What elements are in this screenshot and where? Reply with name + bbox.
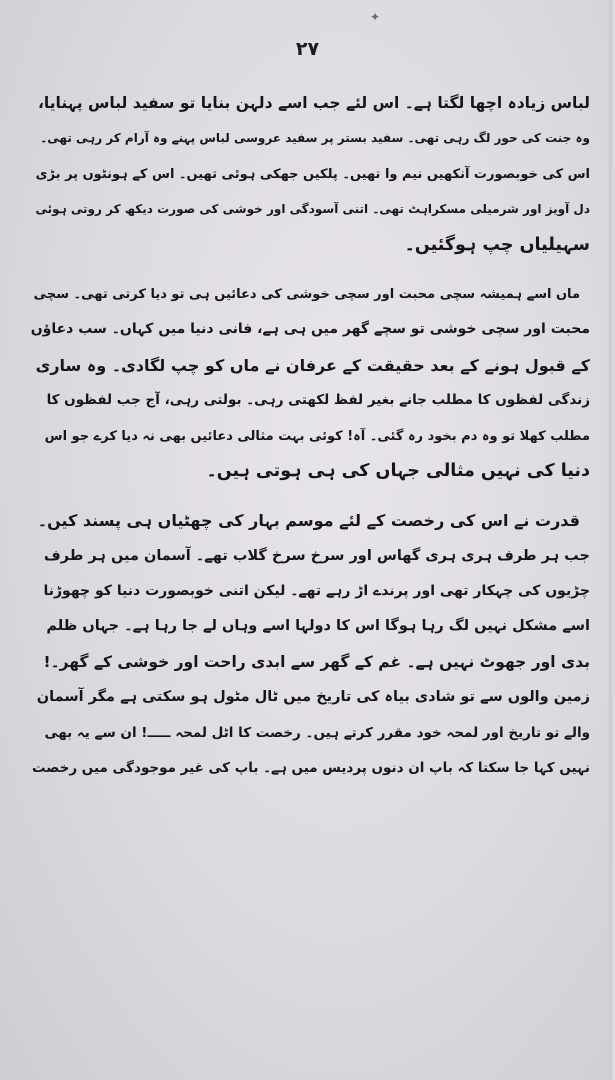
paragraph [30,503,590,538]
page-edge [609,0,615,1080]
text-line: محبت اور سچی خوشی تو سچے گھر میں ہی ہے، فانی دنیا میں کہاں۔ سب دعاؤں [30,321,590,338]
paragraph [30,539,590,787]
text-line: قدرت نے اس کی رخصت کے لئے موسم بہار کی چھٹیاں ہی پسند کیں۔ [37,511,580,531]
text-line: زمین والوں سے تو شادی بیاہ کی تاریخ میں ٹال مٹول ہو سکتی ہے مگر آسمان [36,689,590,706]
text-line: لباس زیادہ اچھا لگتا ہے۔ اس لئے جب اسے دلہن بنایا تو سفید لباس پہنایا، [38,94,590,112]
corner-mark-icon: ✦ [369,10,381,24]
text-line: نہیں کہا جا سکتا کہ باپ ان دنوں پردیس میں ہے۔ باپ کی غیر موجودگی میں رخصت [32,760,590,777]
text-line: اس کی خوبصورت آنکھیں نیم وا تھیں۔ پلکیں جھکی ہوئی تھیں۔ اس کے ہونٹوں پر بڑی [35,166,590,182]
paragraph [30,277,590,489]
text-line: وہ جنت کی حور لگ رہی تھی۔ سفید بستر پر سفید عروسی لباس پہنے وہ آرام کر رہی تھی۔ [40,131,590,146]
paragraph [30,86,590,263]
body-text [30,86,590,786]
text-line: چڑیوں کی چہکار تھی اور پرندے اڑ رہے تھے۔ لیکن اتنی خوبصورت دنیا کو چھوڑنا [43,583,590,600]
text-line: زندگی لفظوں کا مطلب جانے بغیر لفظ لکھتی رہی۔ بولتی رہی، آج جب لفظوں کا [46,392,590,409]
text-line: مطلب کھلا تو وہ دم بخود رہ گئی۔ آہ! کوئی بہت مثالی دعائیں بھی نہ دیا کرے جو اس [44,428,590,444]
text-line: جب ہر طرف ہری ہری گھاس اور سرخ سرخ گلاب تھے۔ آسمان میں ہر طرف [43,547,590,564]
text-line: دنیا کی نہیں مثالی جہاں کی ہی ہوتی ہیں۔ [206,460,590,481]
page-number: ۲۷ [295,38,320,60]
text-line: سہیلیاں چپ ہوگئیں۔ [404,234,590,255]
text-line: کے قبول ہونے کے بعد حقیقت کے عرفان نے ماں کو چپ لگادی۔ وہ ساری [35,355,590,375]
text-line: بدی اور جھوٹ نہیں ہے۔ غم کے گھر سے ابدی راحت اور خوشی کے گھر۔! [43,652,590,671]
text-line: اسے مشکل نہیں لگ رہا ہوگا اس کا دولہا اسے وہاں لے جا رہا ہے۔ جہاں ظلم [46,618,590,635]
text-line: دل آویز اور شرمیلی مسکراہٹ تھی۔ اتنی آسودگی اور خوشی کی صورت دیکھ کر روتی ہوئی [35,202,590,217]
text-line: ماں اسے ہمیشہ سچی محبت اور سچی خوشی کی دعائیں ہی تو دیا کرتی تھی۔ سچی [33,286,580,302]
text-line: والے تو تاریخ اور لمحہ خود مقرر کرتے ہیں۔ رخصت کا اٹل لمحہ ـــــ! ان سے یہ بھی [44,724,590,741]
